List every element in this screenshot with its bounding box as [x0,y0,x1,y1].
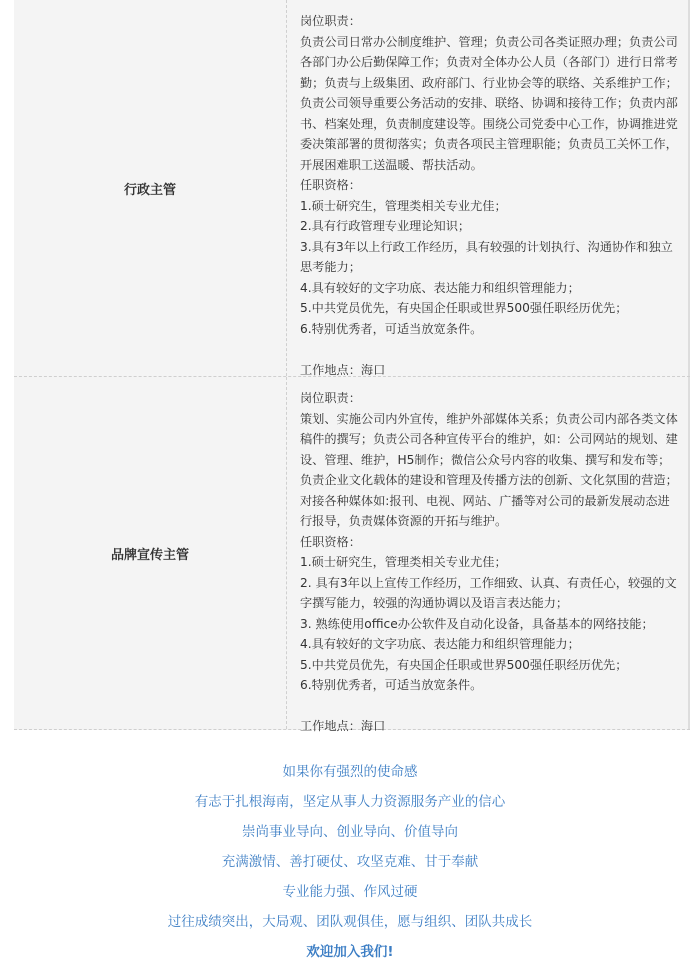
closing-line: 专业能力强、作风过硬 [282,884,418,900]
qualification-item: 3. 熟练使用office办公软件及自动化设备，具备基本的网络技能； [300,616,654,631]
qualification-item: 4.具有较好的文字功底、表达能力和组织管理能力； [300,280,580,295]
qualification-item: 5.中共党员优先，有央国企任职或世界500强任职经历优先； [300,657,628,672]
qualifications-label: 任职资格： [300,178,361,192]
job-row-admin-supervisor [14,0,690,377]
duties-text: 负责公司日常办公制度维护、管理；负责公司各类证照办理；负责公司各部门办公后勤保障工作；负责对全体办公人员（各部门）进行日常考勤；负责与上级集团、政府部门、行业协会等的联络、关系维护工作；负责公司领导重要公务活动的安排、联络、协调和接待工作；负责内部书、档案处理，负责制度建设等。围绕公司党委中心工作，协调推进党委决策部署的贯彻落实；负责各项民主管理职能；负责员工关怀工作，开展困难职工送温暖、帮扶活动。 [300,34,678,172]
work-location: 工作地点：海口 [300,719,386,733]
qualification-item: 1.硕士研究生，管理类相关专业尤佳； [300,198,507,213]
qualifications-label: 任职资格： [300,534,361,549]
closing-line: 如果你有强烈的使命感 [282,764,418,780]
closing-line: 充满激情、善打硬仗、攻坚克难、甘于奉献 [221,854,479,870]
welcome-line: 欢迎加入我们! [306,944,394,960]
job-title: 行政主管 [123,182,176,198]
duties-label: 岗位职责： [300,391,361,405]
qualification-item: 5.中共党员优先，有央国企任职或世界500强任职经历优先； [300,301,628,315]
closing-message [0,757,700,967]
job-description [288,0,690,376]
qualification-item: 4.具有较好的文字功底、表达能力和组织管理能力； [300,637,580,651]
qualification-item: 6.特别优秀者，可适当放宽条件。 [300,678,483,692]
closing-line: 过往成绩突出，大局观、团队观俱佳，愿与组织、团队共成长 [167,914,533,930]
job-row-brand-supervisor [14,377,690,733]
work-location: 工作地点：海口 [300,362,386,377]
qualification-item: 2.具有行政管理专业理论知识； [300,219,471,233]
duties-text: 策划、实施公司内外宣传，维护外部媒体关系；负责公司内部各类文体稿件的撰写；负责公司各种宣传平台的维护，如：公司网站的规划、建设、管理、维护，H5制作；微信公众号内容的收集、撰写和发布等；负责企业文化载体的建设和管理及传播方法的创新、文化氛围的营造；对接各种媒体如:报刊、电视、网站、广播等对公司的最新发展动态进行报导，负责媒体资源的开拓与维护。 [300,411,678,528]
job-description [288,377,690,733]
spacer [300,696,678,717]
job-title: 品牌宣传主管 [110,547,189,563]
job-table [14,0,690,733]
qualification-item: 1.硕士研究生，管理类相关专业尤佳； [300,555,507,569]
closing-line: 崇尚事业导向、创业导向、价值导向 [242,824,458,840]
duties-label: 岗位职责： [300,14,361,28]
qualification-item: 2. 具有3年以上宣传工作经历，工作细致、认真、有责任心，较强的文字撰写能力，较强的沟通协调以及语言表达能力； [300,575,677,610]
qualification-item: 3.具有3年以上行政工作经历，具有较强的计划执行、沟通协作和独立思考能力； [300,239,673,274]
closing-line: 有志于扎根海南，坚定从事人力资源服务产业的信心 [194,794,506,810]
qualification-item: 6.特别优秀者，可适当放宽条件。 [300,321,483,336]
spacer [300,339,678,360]
